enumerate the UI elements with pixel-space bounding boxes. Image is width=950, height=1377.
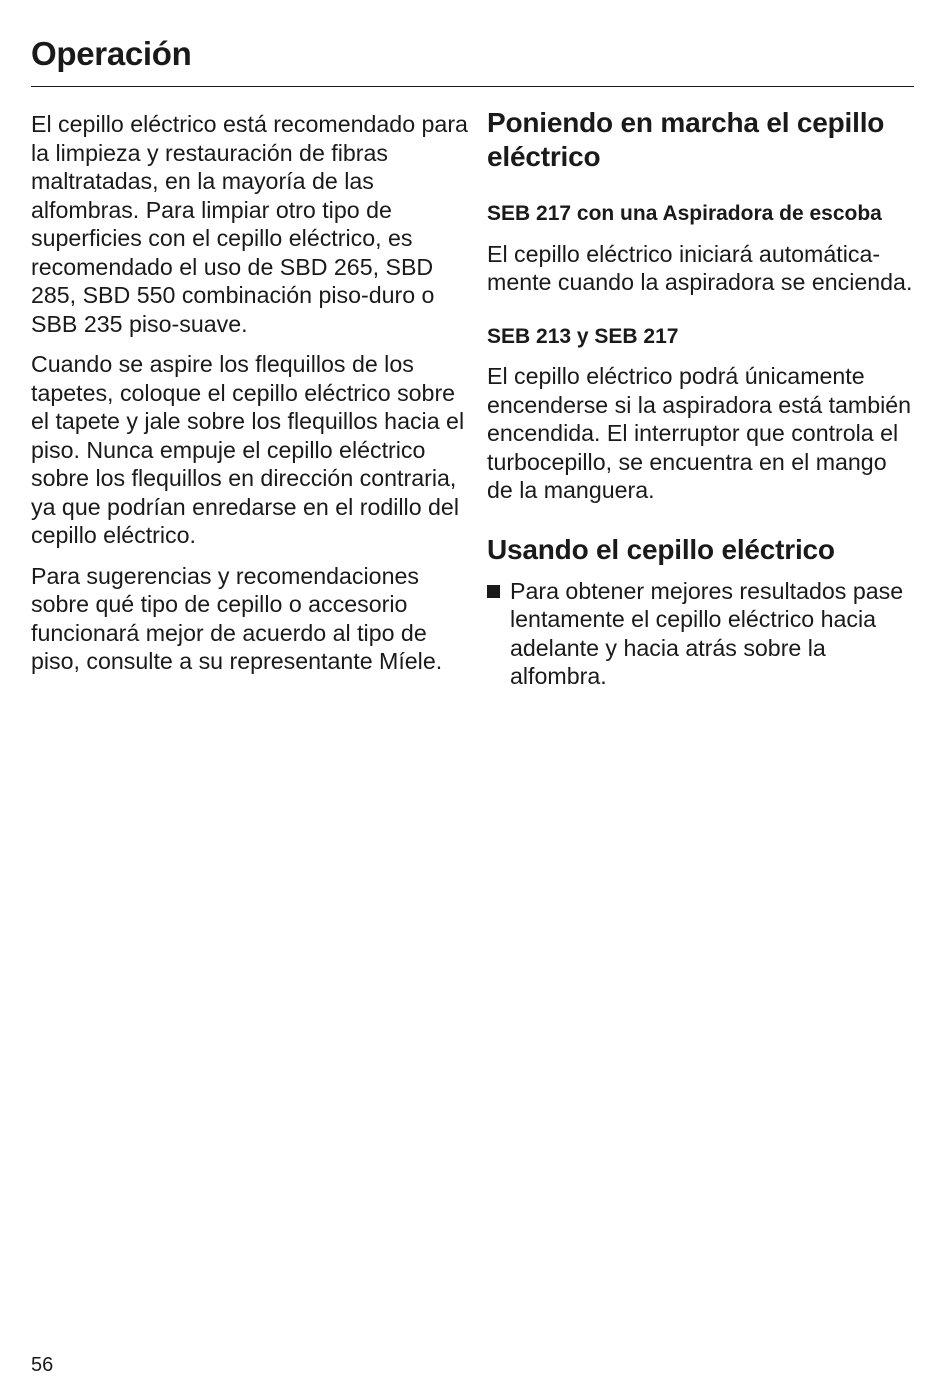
section-heading-start: Poniendo en marcha el cepillo eléctrico [487,107,885,172]
intro-paragraph: El cepillo eléctrico está recomendado para la limpieza y restauración de fibras maltratadas, en la mayoría de las alfombras. Para limpiar otro tipo de superficies con el cepillo eléctrico, es recomendado el uso de SBD 265, SBD 285, SBD 550 combinación piso-duro o SBB 235 piso-suave. [31,111,468,337]
recommendations-paragraph: Para sugerencias y recomendaciones sobre qué tipo de cepillo o accesorio funcionará mejor de acuerdo al tipo de piso, consulte a su representante Míele. [31,562,443,674]
list-item-text: Para obtener mejores resultados pase lentamente el cepillo eléctrico hacia adelante y hacia atrás sobre la alfombra. [510,577,904,689]
square-bullet-icon [487,585,500,598]
list-item [487,577,917,691]
subheading-seb217-broom: SEB 217 con una Aspiradora de escoba [487,202,882,225]
right-column [487,106,917,691]
rug-fringe-paragraph: Cuando se aspire los flequillos de los tapetes, coloque el cepillo eléctrico sobre el tapete y jale sobre los flequillos hacia el piso. Nunca empuje el cepillo eléctrico sobre los flequillos en dirección contraria, ya que podrían enredarse en el rodillo del cepillo eléctrico. [31,351,465,548]
page-title: Operación [31,35,192,72]
usage-list [487,577,917,691]
subheading-seb213-seb217: SEB 213 y SEB 217 [487,324,679,348]
title-divider [31,86,914,87]
section-heading-usage: Usando el cepillo eléctrico [487,533,835,565]
page-number: 56 [31,1354,54,1376]
seb217-broom-paragraph: El cepillo eléctrico iniciará automática-mente cuando la aspiradora se encienda. [487,240,913,295]
seb213-seb217-paragraph: El cepillo eléctrico podrá únicamente encenderse si la aspiradora está también encendida. El interruptor que controla el turbocepillo, se encuentra en el mango de la manguera. [487,363,912,503]
left-column [31,110,471,688]
